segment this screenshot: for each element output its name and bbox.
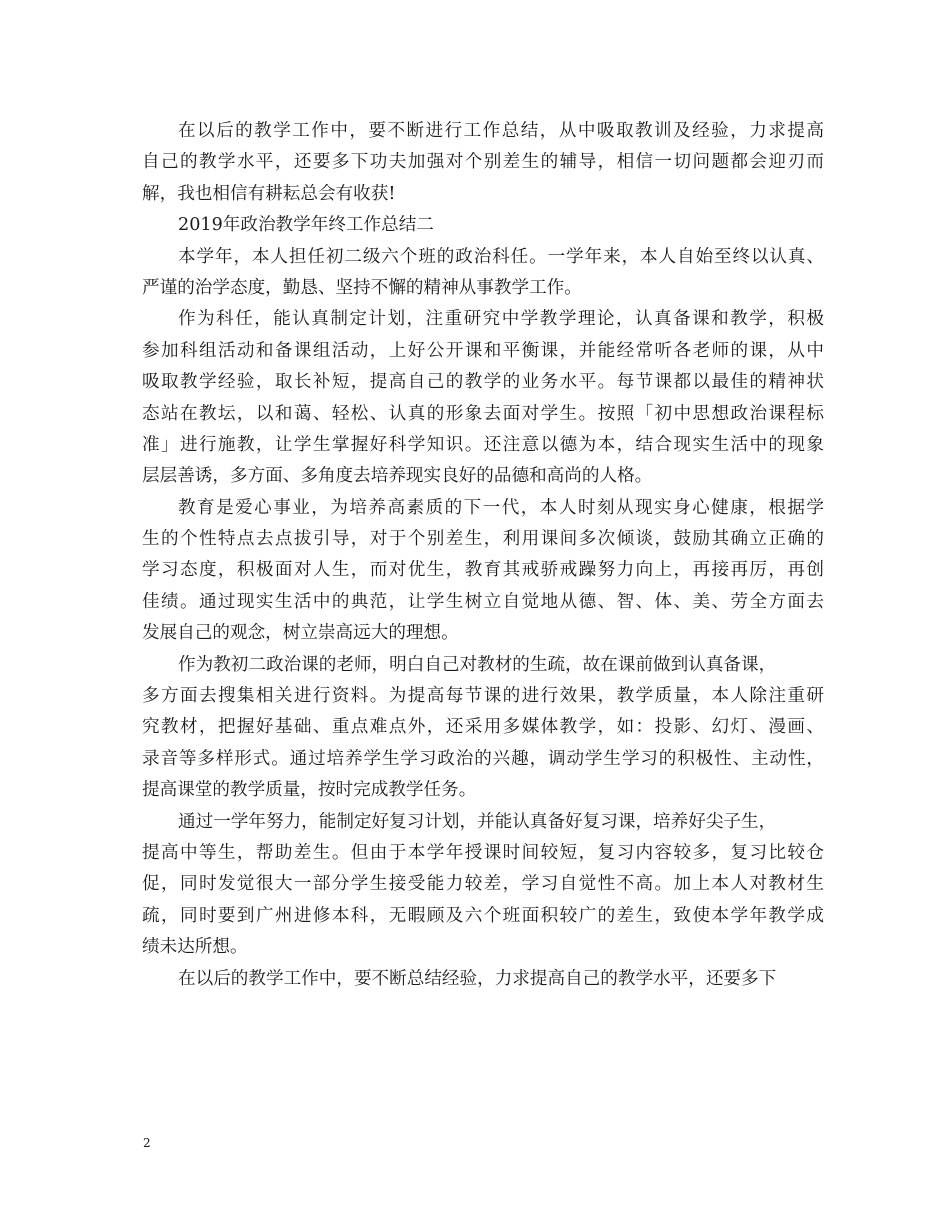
paragraph-line: 学习态度，积极面对人生，而对优生，教育其戒骄戒躁努力向上，再接再厉，再创 bbox=[142, 560, 824, 581]
paragraph-line: 在以后的教学工作中，要不断进行工作总结，从中吸取教训及经验，力求提高 bbox=[178, 121, 824, 141]
paragraph-line: 参加科组活动和备课组活动，上好公开课和平衡课，并能经常听各老师的课，从中 bbox=[142, 340, 824, 361]
paragraph-line: 层层善诱，多方面、多角度去培养现实良好的品德和高尚的人格。 bbox=[142, 466, 653, 487]
paragraph-line: 多方面去搜集相关进行资料。为提高每节课的进行效果，教学质量，本人除注重研 bbox=[142, 686, 824, 707]
paragraph-line: 发展自己的观念，树立崇高远大的理想。 bbox=[142, 623, 459, 644]
paragraph-line: 态站在教坛，以和蔼、轻松、认真的形象去面对学生。按照「初中思想政治课程标 bbox=[142, 403, 824, 424]
paragraph-line: 作为教初二政治课的老师，明白自己对教材的生疏，故在课前做到认真备课， bbox=[178, 654, 777, 675]
paragraph-line: 教育是爱心事业，为培养高素质的下一代，本人时刻从现实身心健康，根据学 bbox=[178, 497, 824, 518]
page-number: 2 bbox=[143, 1136, 151, 1150]
section-heading: 2019年政治教学年终工作总结二 bbox=[178, 215, 434, 236]
paragraph-line: 绩未达所想。 bbox=[142, 937, 248, 958]
paragraph-line: 本学年，本人担任初二级六个班的政治科任。一学年来，本人自始至终以认真、 bbox=[178, 246, 824, 267]
paragraph-line: 吸取教学经验，取长补短，提高自己的教学的业务水平。每节课都以最佳的精神状 bbox=[142, 372, 824, 393]
paragraph-line: 提高中等生，帮助差生。但由于本学年授课时间较短，复习内容较多，复习比较仓 bbox=[142, 842, 824, 863]
document-body bbox=[142, 116, 824, 995]
paragraph-line: 严谨的治学态度，勤恳、坚持不懈的精神从事教学工作。 bbox=[142, 277, 582, 298]
paragraph-line: 在以后的教学工作中，要不断总结经验，力求提高自己的教学水平，还要多下 bbox=[178, 968, 777, 989]
paragraph-line: 疏，同时要到广州进修本科，无暇顾及六个班面积较广的差生，致使本学年教学成 bbox=[142, 905, 824, 926]
paragraph-line: 生的个性特点去点拔引导，对于个别差生，利用课间多次倾谈，鼓励其确立正确的 bbox=[142, 529, 824, 550]
paragraph-line: 录音等多样形式。通过培养学生学习政治的兴趣，调动学生学习的积极性、主动性， bbox=[142, 748, 824, 769]
paragraph-line: 自己的教学水平，还要多下功夫加强对个别差生的辅导，相信一切问题都会迎刃而 bbox=[142, 152, 824, 173]
paragraph-line: 究教材，把握好基础、重点难点外，还采用多媒体教学，如：投影、幻灯、漫画、 bbox=[142, 717, 824, 738]
paragraph-line: 准」进行施教，让学生掌握好科学知识。还注意以德为本，结合现实生活中的现象 bbox=[142, 434, 824, 455]
paragraph-line: 佳绩。通过现实生活中的典范，让学生树立自觉地从德、智、体、美、劳全方面去 bbox=[142, 591, 824, 612]
paragraph-line: 提高课堂的教学质量，按时完成教学任务。 bbox=[142, 780, 477, 801]
paragraph-line: 通过一学年努力，能制定好复习计划，并能认真备好复习课，培养好尖子生， bbox=[178, 811, 777, 832]
paragraph-line: 促，同时发觉很大一部分学生接受能力较差，学习自觉性不高。加上本人对教材生 bbox=[142, 874, 824, 895]
paragraph-line: 作为科任，能认真制定计划，注重研究中学教学理论，认真备课和教学，积极 bbox=[178, 309, 824, 330]
paragraph-line: 解，我也相信有耕耘总会有收获! bbox=[142, 183, 396, 204]
